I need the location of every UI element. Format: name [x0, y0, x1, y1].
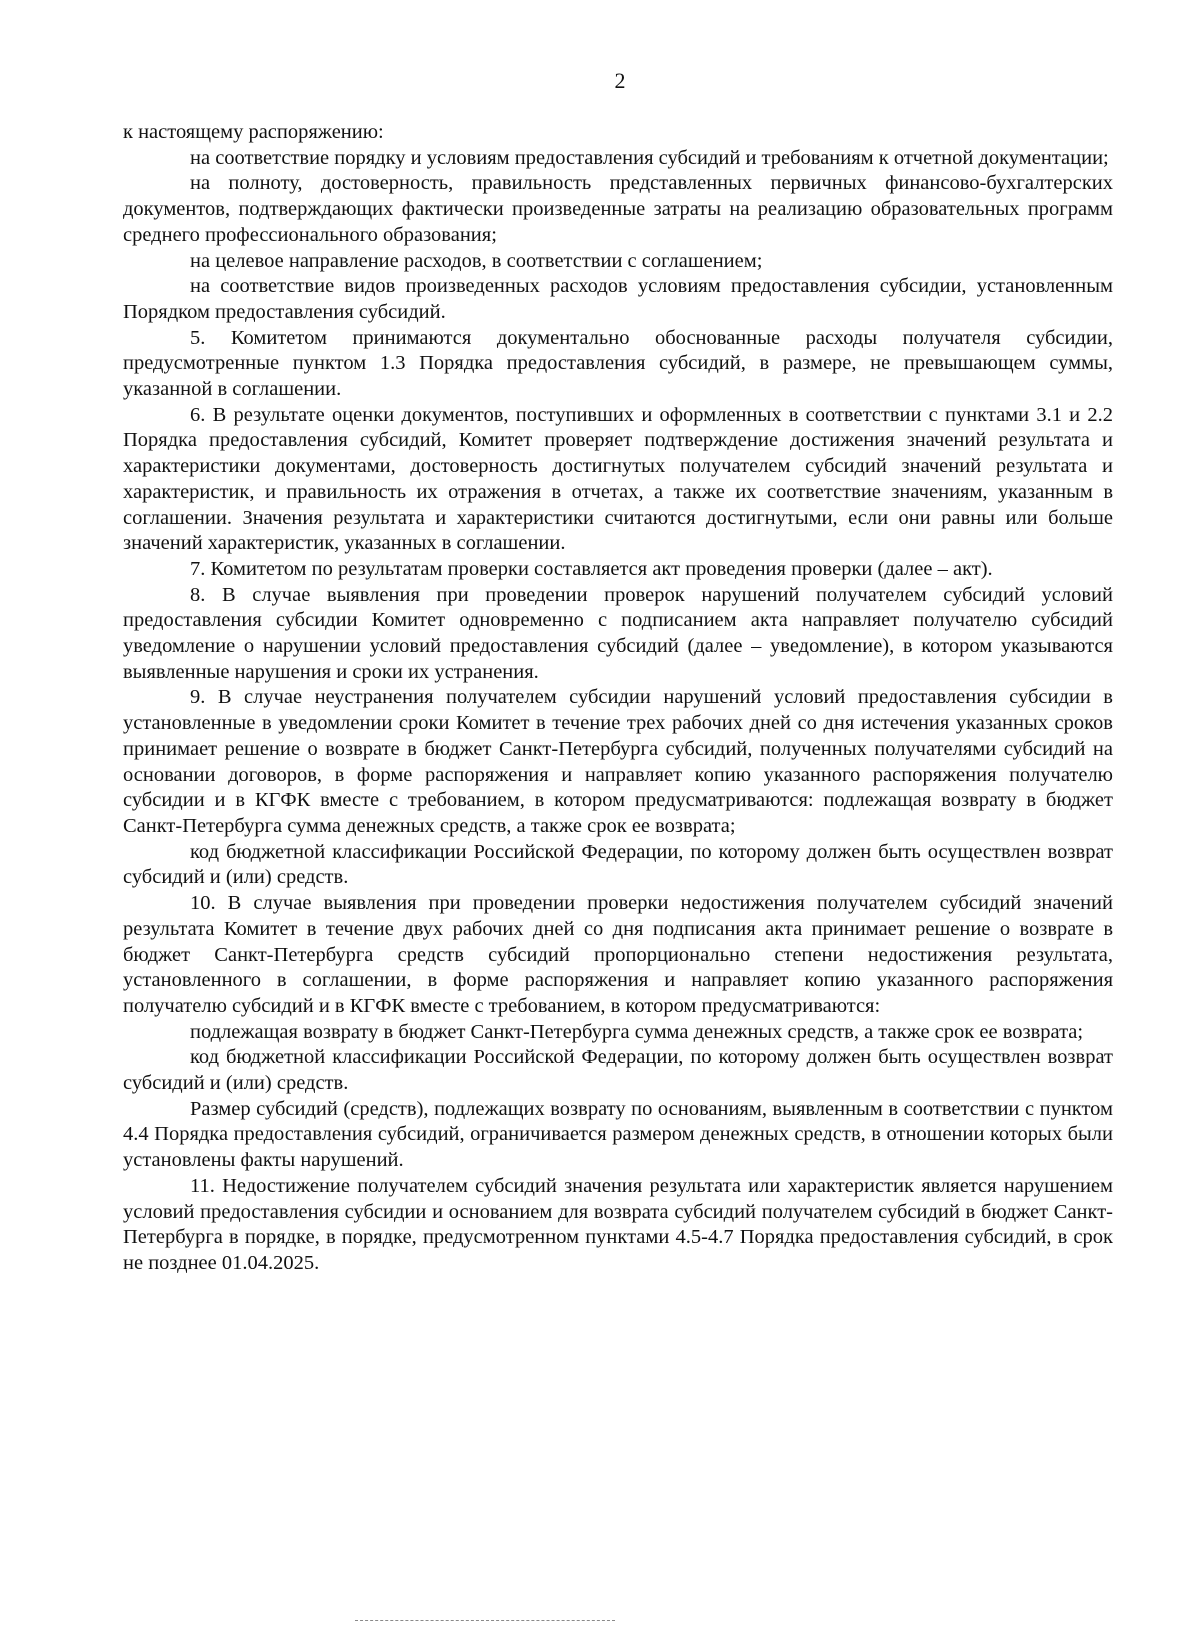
scan-edge-line — [355, 1620, 615, 1621]
paragraph: на соответствие порядку и условиям предоставления субсидий и требованиям к отчетной документации; — [190, 146, 1109, 169]
paragraph: код бюджетной классификации Российской Федерации, по которому должен быть осуществлен возврат субсидий и (или) средств. — [123, 1046, 1113, 1095]
paragraph: 8. В случае выявления при проведении проверок нарушений получателем субсидий условий предоставления субсидии Комитет одновременно с подписанием акта направляет получателю субсидий уведомление о нарушении условий предоставления субсидий (далее – уведомление), в котором указываются выявленные нарушения и сроки их устранения. — [123, 583, 1113, 683]
paragraph: 7. Комитетом по результатам проверки составляется акт проведения проверки (далее – акт). — [190, 557, 993, 580]
paragraph: 9. В случае неустранения получателем субсидии нарушений условий предоставления субсидии в установленные в уведомлении сроки Комитет в течение трех рабочих дней со дня истечения указанных сроков принимает решение о возврате в бюджет Санкт-Петербурга субсидий, полученных получателями субсидий на основании договоров, в форме распоряжения и направляет копию указанного распоряжения получателю субсидии и в КГФК вместе с требованием, в котором предусматриваются: подлежащая возврату в бюджет Санкт-Петербурга сумма денежных средств, а также срок ее возврата; — [123, 686, 1113, 837]
paragraph: код бюджетной классификации Российской Федерации, по которому должен быть осуществлен возврат субсидий и (или) средств. — [123, 840, 1113, 889]
paragraph: на полноту, достоверность, правильность представленных первичных финансово-бухгалтерских документов, подтверждающих фактически произведенные затраты на реализацию образовательных программ среднего профессионального образования; — [123, 172, 1113, 246]
paragraph: 11. Недостижение получателем субсидий значения результата или характеристик является нарушением условий предоставления субсидии и основанием для возврата субсидий получателем субсидий в бюджет Санкт-Петербурга в порядке, в порядке, предусмотренном пунктами 4.5-4.7 Порядка предоставления субсидий, в срок не позднее 01.04.2025. — [123, 1174, 1113, 1274]
page-number: 2 — [614, 68, 626, 93]
paragraph: 5. Комитетом принимаются документально обоснованные расходы получателя субсидии, предусмотренные пунктом 1.3 Порядка предоставления субсидий, в размере, не превышающем суммы, указанной в соглашении. — [123, 326, 1113, 401]
paragraph: Размер субсидий (средств), подлежащих возврату по основаниям, выявленным в соответствии с пунктом 4.4 Порядка предоставления субсидий, ограничивается размером денежных средств, в отношении которых были установлены факты нарушений. — [123, 1097, 1113, 1172]
paragraph: на целевое направление расходов, в соответствии с соглашением; — [190, 249, 763, 272]
paragraph: 6. В результате оценки документов, поступивших и оформленных в соответствии с пунктами 3.1 и 2.2 Порядка предоставления субсидий, Комитет проверяет подтверждение достижения значений результата и характеристики документами, достоверность достигнутых получателем субсидий значений результата и характеристик, и правильность их отражения в отчетах, а также их соответствие значениям, указанным в соглашении. Значения результата и характеристики считаются достигнутыми, если они равны или больше значений характеристик, указанных в соглашении. — [123, 403, 1113, 555]
paragraph: 10. В случае выявления при проведении проверки недостижения получателем субсидий значений результата Комитет в течение двух рабочих дней со дня подписания акта принимает решение о возврате в бюджет Санкт-Петербурга средств субсидий пропорционально степени недостижения результата, установленного в соглашении, в форме распоряжения и направляет копию указанного распоряжения получателю субсидий и в КГФК вместе с требованием, в котором предусматриваются: — [123, 892, 1113, 1017]
paragraph: на соответствие видов произведенных расходов условиям предоставления субсидии, установленным Порядком предоставления субсидий. — [123, 275, 1113, 323]
paragraph: подлежащая возврату в бюджет Санкт-Петербурга сумма денежных средств, а также срок ее возврата; — [190, 1020, 1084, 1043]
paragraph: к настоящему распоряжению: — [123, 121, 384, 143]
document-body — [123, 120, 1113, 1277]
